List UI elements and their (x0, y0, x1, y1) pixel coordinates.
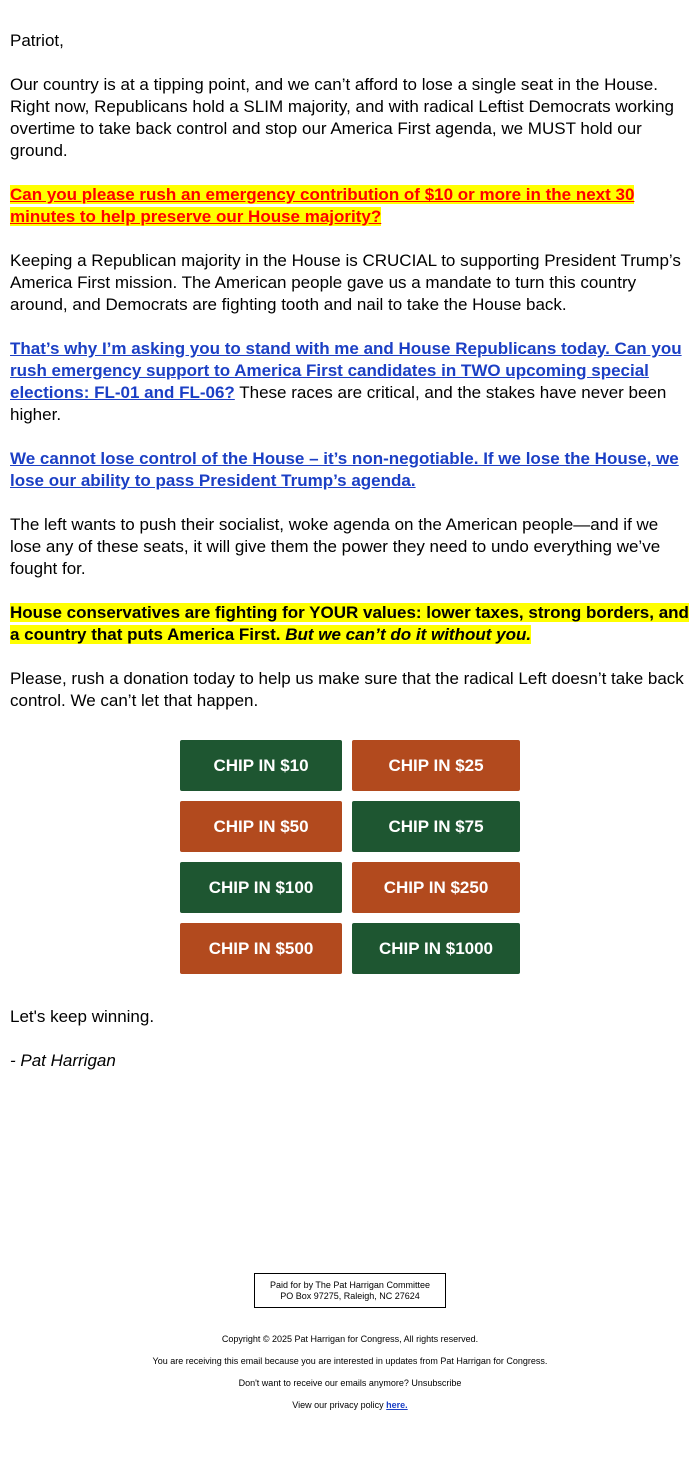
values-highlight (10, 603, 689, 644)
donation-paragraph: Please, rush a donation today to help us make sure that the radical Left doesn’t take back control. We can’t let that happen. (10, 669, 684, 710)
chip-in-100-button[interactable]: CHIP IN $100 (180, 862, 342, 913)
chip-in-50-button[interactable]: CHIP IN $50 (180, 801, 342, 852)
without-you-text: But we can’t do it without you. (285, 625, 532, 644)
closing-line: Let's keep winning. (10, 1007, 155, 1026)
left-agenda-paragraph: The left wants to push their socialist, woke agenda on the American people—and if we lose any of these seats, it will give them the power they need to undo everything we’ve fought for. (10, 515, 661, 578)
donation-button-grid (180, 740, 520, 984)
chip-in-10-button[interactable]: CHIP IN $10 (180, 740, 342, 791)
button-row (180, 862, 520, 913)
privacy-text: View our privacy policy (292, 1400, 387, 1410)
paid-for-line: Paid for by The Pat Harrigan Committee (270, 1280, 430, 1290)
po-box-line: PO Box 97275, Raleigh, NC 27624 (280, 1291, 420, 1301)
signoff (10, 1006, 154, 1094)
values-text: House conservatives are fighting for YOUR values: lower taxes, strong borders, and a country that puts America First. (10, 603, 689, 644)
chip-in-250-button[interactable]: CHIP IN $250 (352, 862, 520, 913)
races-critical-text: These races are critical, and the stakes have never been higher. (10, 383, 667, 424)
receiving-text: You are receiving this email because you are interested in updates from Pat Harrigan for Congress. (152, 1356, 548, 1366)
copyright-text: Copyright © 2025 Pat Harrigan for Congress, All rights reserved. (221, 1334, 479, 1344)
chip-in-1000-button[interactable]: CHIP IN $1000 (352, 923, 520, 974)
greeting: Patriot, (10, 31, 64, 50)
email-body (10, 30, 692, 734)
unsubscribe-text[interactable]: Don't want to receive our emails anymore? Unsubscribe (238, 1378, 462, 1388)
paid-for-by-box (254, 1273, 446, 1308)
button-row (180, 923, 520, 974)
privacy-line (0, 1400, 700, 1411)
special-elections-link[interactable]: That’s why I’m asking you to stand with me and House Republicans today. Can you rush emergency support to America First candidates in TWO upcoming special elections: FL-01 and FL-06? (10, 339, 682, 402)
majority-paragraph: Keeping a Republican majority in the House is CRUCIAL to supporting President Trump’s America First mission. The American people gave us a mandate to turn this country around, and Democrats are fighting tooth and nail to take the House back. (10, 251, 681, 314)
chip-in-25-button[interactable]: CHIP IN $25 (352, 740, 520, 791)
contribution-link[interactable]: Can you please rush an emergency contribution of $10 or more in the next 30 minutes to help preserve our House majority? (10, 185, 635, 226)
button-row (180, 740, 520, 791)
chip-in-75-button[interactable]: CHIP IN $75 (352, 801, 520, 852)
non-negotiable-link[interactable]: We cannot lose control of the House – it’s non-negotiable. If we lose the House, we lose our ability to pass President Trump’s agenda. (10, 449, 679, 490)
button-row (180, 801, 520, 852)
intro-paragraph: Our country is at a tipping point, and we can’t afford to lose a single seat in the House. Right now, Republicans hold a SLIM majority, and with radical Leftist Democrats working overtime to take back control and stop our America First agenda, we MUST hold our ground. (10, 75, 674, 160)
chip-in-500-button[interactable]: CHIP IN $500 (180, 923, 342, 974)
signature: - Pat Harrigan (10, 1051, 116, 1070)
privacy-link[interactable]: here. (386, 1400, 408, 1410)
